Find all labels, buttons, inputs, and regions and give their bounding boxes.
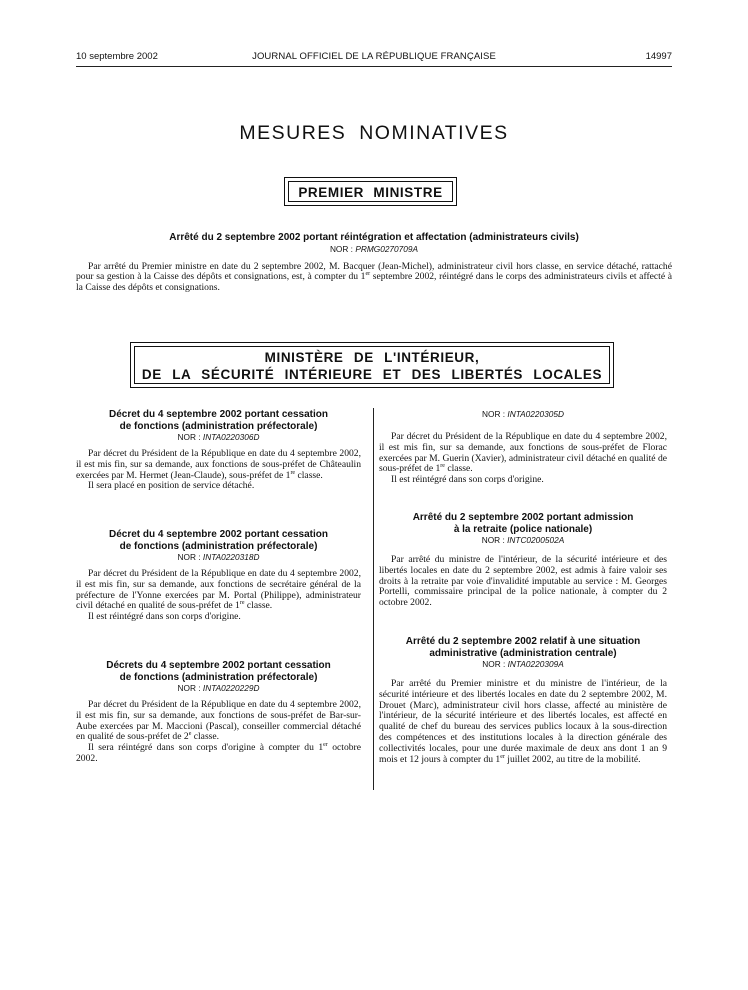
decree-body: Par décret du Président de la République en date du 4 septembre 2002, il est mis fin, sur sa demande, aux fonctions de sous-préfet de Châteaulin exercées par M. Hermet (Jean-Claude), sous-préfet de 1re classe.	[76, 448, 361, 481]
header-page-number: 14997	[645, 51, 672, 62]
arrete-title: Arrêté du 2 septembre 2002 portant admission à la retraite (police nationale)	[412, 512, 634, 535]
decree-yonne	[76, 529, 361, 623]
premier-ministre-heading: PREMIER MINISTRE	[288, 181, 453, 202]
decree-body: Il sera réintégré dans son corps d'origine à compter du 1er octobre 2002.	[76, 742, 361, 764]
nor-reference: NOR : INTA0220229D	[177, 683, 260, 693]
column-divider	[373, 408, 374, 790]
ministere-heading-line: DE LA SÉCURITÉ INTÉRIEURE ET DES LIBERTÉS LOCALES	[141, 367, 603, 382]
nor-label: NOR :	[329, 243, 353, 254]
body-text: septembre 2002, réintégré dans le corps des administrateurs civils et affecté à la Caisse des dépôts et consignations.	[76, 271, 672, 294]
ministere-box	[130, 342, 614, 388]
section-title: Arrêté du 2 septembre 2002 portant réintégration et affectation (administrateurs civils)	[169, 232, 579, 243]
decree-title: Décrets du 4 septembre 2002 portant cessation de fonctions (administration préfectorale)	[106, 660, 331, 683]
arrete-body: Par arrêté du ministre de l'intérieur, de la sécurité intérieure et des libertés locales en date du 2 septembre 2002, est admis à faire valoir ses droits à la retraite par voie d'invalidité imputable au service : M. Georges Portelli, commissaire principal de la police nationale, à compter du 2 octobre 2002.	[379, 554, 667, 609]
decree-title: Décret du 4 septembre 2002 portant cessation de fonctions (administration préfectorale)	[109, 529, 328, 552]
nor-code: INTA0220309A	[507, 659, 564, 669]
decree-body: Par décret du Président de la République en date du 4 septembre 2002, il est mis fin, sur sa demande, aux fonctions de sous-préfet de Florac exercées par M. Guerin (Xavier), administrateur civil détaché en qualité de sous-préfet de 1re classe.	[379, 431, 667, 475]
nor-code: INTC0200502A	[507, 535, 565, 545]
decree-body: Par décret du Président de la République en date du 4 septembre 2002, il est mis fin, sur sa demande, aux fonctions de sous-préfet de Bar-sur-Aube exercées par M. Maccioni (Pascal), conseiller commercial détaché en qualité de sous-préfet de 2e classe.	[76, 699, 361, 743]
nor-code: INTA0220318D	[202, 552, 260, 562]
nor-reference: NOR : INTA0220305D	[482, 409, 564, 419]
ministere-heading	[134, 346, 610, 384]
decree-bar-sur-aube	[76, 660, 361, 765]
arrete-title: Arrêté du 2 septembre 2002 relatif à une situation administrative (administration centrale)	[405, 636, 641, 659]
body-text: Par arrêté du Premier ministre en date du 2 septembre 2002, M. Bacquer (Jean-Michel), administrateur civil hors classe, en service détaché, rattaché pour sa gestion à la Caisse des dépôts et consignations, est, à compter du 1	[76, 260, 672, 283]
nor-code: INTA0220306D	[202, 432, 260, 442]
decree-body: Il sera placé en position de service détaché.	[88, 480, 255, 492]
nor-code: INTA0220305D	[507, 409, 564, 419]
nor-reference: NOR : INTA0220306D	[177, 432, 260, 442]
header-journal-title: JOURNAL OFFICIEL DE LA RÉPUBLIQUE FRANÇAISE	[252, 51, 496, 62]
decree-body: Il est réintégré dans son corps d'origine.	[88, 611, 241, 623]
header-rule	[76, 66, 672, 67]
premier-ministre-section	[76, 232, 672, 294]
page-title: MESURES NOMINATIVES	[239, 122, 509, 144]
nor-reference: NOR : INTA0220318D	[177, 552, 260, 562]
decree-title: Décret du 4 septembre 2002 portant cessation de fonctions (administration préfectorale)	[109, 409, 328, 432]
nor-reference: NOR : INTA0220309A	[482, 659, 564, 669]
decree-chateaulin	[76, 409, 361, 492]
decree-florac	[379, 409, 667, 486]
nor-code: PRMG0270709A	[355, 243, 419, 254]
arrete-retraite	[379, 512, 667, 609]
arrete-situation-administrative	[379, 636, 667, 765]
premier-ministre-box	[284, 177, 457, 206]
decree-body: Par décret du Président de la République en date du 4 septembre 2002, il est mis fin, sur sa demande, aux fonctions de secrétaire général de la préfecture de l'Yonne exercées par M. Portal (Philippe), administrateur civil détaché en qualité de sous-préfet de 1re classe.	[76, 568, 361, 612]
nor-reference: NOR : INTC0200502A	[481, 535, 565, 545]
header-date: 10 septembre 2002	[76, 51, 158, 62]
nor-reference	[76, 244, 672, 255]
nor-code: INTA0220229D	[202, 683, 260, 693]
section-body	[76, 262, 672, 294]
ministere-heading-line: MINISTÈRE DE L'INTÉRIEUR,	[264, 350, 480, 365]
superscript: er	[365, 271, 371, 278]
arrete-body: Par arrêté du Premier ministre et du ministre de l'intérieur, de la sécurité intérieure et des libertés locales en date du 2 septembre 2002, M. Drouet (Marc), administrateur civil hors classe, affecté au ministère de l'intérieur, de la sécurité intérieure et des libertés locales, est affecté en qualité de chef du bureau des services publics locaux à la sous-direction des compétences et des institutions locales à la direction générale des collectivités locales, pour une durée maximale de deux ans dont 1 an 9 mois et 12 jours à compter du 1er juillet 2002, au titre de la mobilité.	[379, 678, 667, 765]
decree-body: Il est réintégré dans son corps d'origine.	[391, 474, 544, 486]
